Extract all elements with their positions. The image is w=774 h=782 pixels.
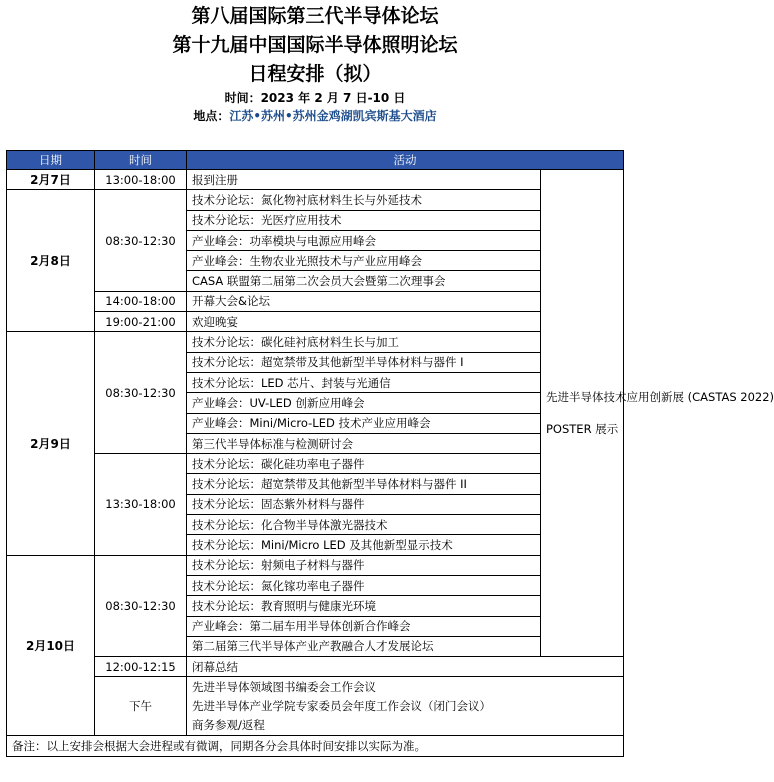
activity-cell: 技术分论坛：教育照明与健康光环境 [187, 596, 541, 616]
exhibition-title: 先进半导体技术应用创新展 (CASTAS 2022) [546, 390, 774, 405]
activity-line: 先进半导体领域图书编委会工作会议 [192, 679, 376, 694]
activity-cell: 产业峰会：功率模块与电源应用峰会 [187, 230, 541, 250]
activity-line: 先进半导体产业学院专家委员会年度工作会议（闭门会议） [192, 698, 491, 713]
time-cell: 13:30-18:00 [95, 454, 187, 555]
activity-cell: 技术分论坛：氮化镓功率电子器件 [187, 575, 541, 595]
activity-cell: 产业峰会：第二届车用半导体创新合作峰会 [187, 616, 541, 636]
time-value: 2023 年 2 月 7 日-10 日 [260, 91, 406, 105]
activity-cell: 技术分论坛：氮化物衬底材料生长与外延技术 [187, 190, 541, 210]
table-row [7, 291, 624, 311]
table-row [7, 190, 624, 210]
column-header-activity: 活动 [187, 151, 624, 170]
activity-cell: 第二届第三代半导体产业产教融合人才发展论坛 [187, 636, 541, 656]
activity-cell: 技术分论坛：LED 芯片、封装与光通信 [187, 372, 541, 392]
title-schedule: 日程安排（拟） [248, 63, 382, 85]
table-row [7, 312, 624, 332]
note-row [7, 736, 624, 756]
activity-cell: 第三代半导体标准与检测研讨会 [187, 433, 541, 453]
column-header-date: 日期 [7, 151, 95, 170]
time-label: 时间： [224, 91, 261, 105]
activity-cell: 技术分论坛：超宽禁带及其他新型半导体材料与器件 II [187, 474, 541, 494]
date-cell: 2月10日 [7, 555, 95, 736]
schedule-header [0, 0, 630, 125]
table-header-row [7, 151, 624, 170]
table-row [7, 332, 624, 352]
time-cell: 08:30-12:30 [95, 332, 187, 454]
poster-title: POSTER 展示 [546, 422, 619, 437]
activity-cell: 技术分论坛：射频电子材料与器件 [187, 555, 541, 575]
table-row [7, 170, 624, 190]
column-header-time: 时间 [95, 151, 187, 170]
activity-cell: 技术分论坛：化合物半导体激光器技术 [187, 515, 541, 535]
activity-cell: 技术分论坛：碳化硅衬底材料生长与加工 [187, 332, 541, 352]
title-forum-2: 第十九届中国国际半导体照明论坛 [172, 34, 458, 56]
activity-cell: 技术分论坛：固态紫外材料与器件 [187, 494, 541, 514]
table-row [7, 677, 624, 736]
activity-cell: 产业峰会：Mini/Micro-LED 技术产业应用峰会 [187, 413, 541, 433]
time-cell: 08:30-12:30 [95, 555, 187, 656]
activity-cell: 报到注册 [187, 170, 541, 190]
activity-cell: CASA 联盟第二届第二次会员大会暨第二次理事会 [187, 271, 541, 291]
date-cell: 2月7日 [7, 170, 95, 190]
activity-cell: 产业峰会：UV-LED 创新应用峰会 [187, 393, 541, 413]
date-cell: 2月8日 [7, 190, 95, 332]
time-cell: 19:00-21:00 [95, 312, 187, 332]
event-time [0, 89, 630, 107]
time-cell: 12:00-12:15 [95, 657, 187, 677]
schedule-table [6, 150, 774, 757]
event-venue [0, 107, 630, 125]
time-cell: 14:00-18:00 [95, 291, 187, 311]
exhibition-cell [541, 170, 774, 657]
footnote: 备注：以上安排会根据大会进程或有微调，同期各分会具体时间安排以实际为准。 [7, 736, 624, 756]
title-forum-1: 第八届国际第三代半导体论坛 [191, 5, 439, 27]
activity-cell: 产业峰会：生物农业光照技术与产业应用峰会 [187, 251, 541, 271]
activity-cell: 技术分论坛：超宽禁带及其他新型半导体材料与器件 I [187, 352, 541, 372]
date-cell: 2月9日 [7, 332, 95, 555]
table-row [7, 555, 624, 575]
time-cell: 08:30-12:30 [95, 190, 187, 291]
activity-cell: 技术分论坛：碳化硅功率电子器件 [187, 454, 541, 474]
activity-cell: 技术分论坛：Mini/Micro LED 及其他新型显示技术 [187, 535, 541, 555]
venue-value: 江苏•苏州•苏州金鸡湖凯宾斯基大酒店 [229, 109, 437, 123]
activity-cell-multi [187, 677, 624, 736]
activity-line: 商务参观/返程 [192, 717, 265, 732]
activity-cell: 开幕大会&论坛 [187, 291, 541, 311]
table-row [7, 657, 624, 677]
activity-cell: 欢迎晚宴 [187, 312, 541, 332]
time-cell: 13:00-18:00 [95, 170, 187, 190]
activity-cell: 技术分论坛：光医疗应用技术 [187, 210, 541, 230]
activity-cell: 闭幕总结 [187, 657, 624, 677]
time-cell: 下午 [95, 677, 187, 736]
venue-label: 地点： [193, 109, 230, 123]
table-row [7, 454, 624, 474]
